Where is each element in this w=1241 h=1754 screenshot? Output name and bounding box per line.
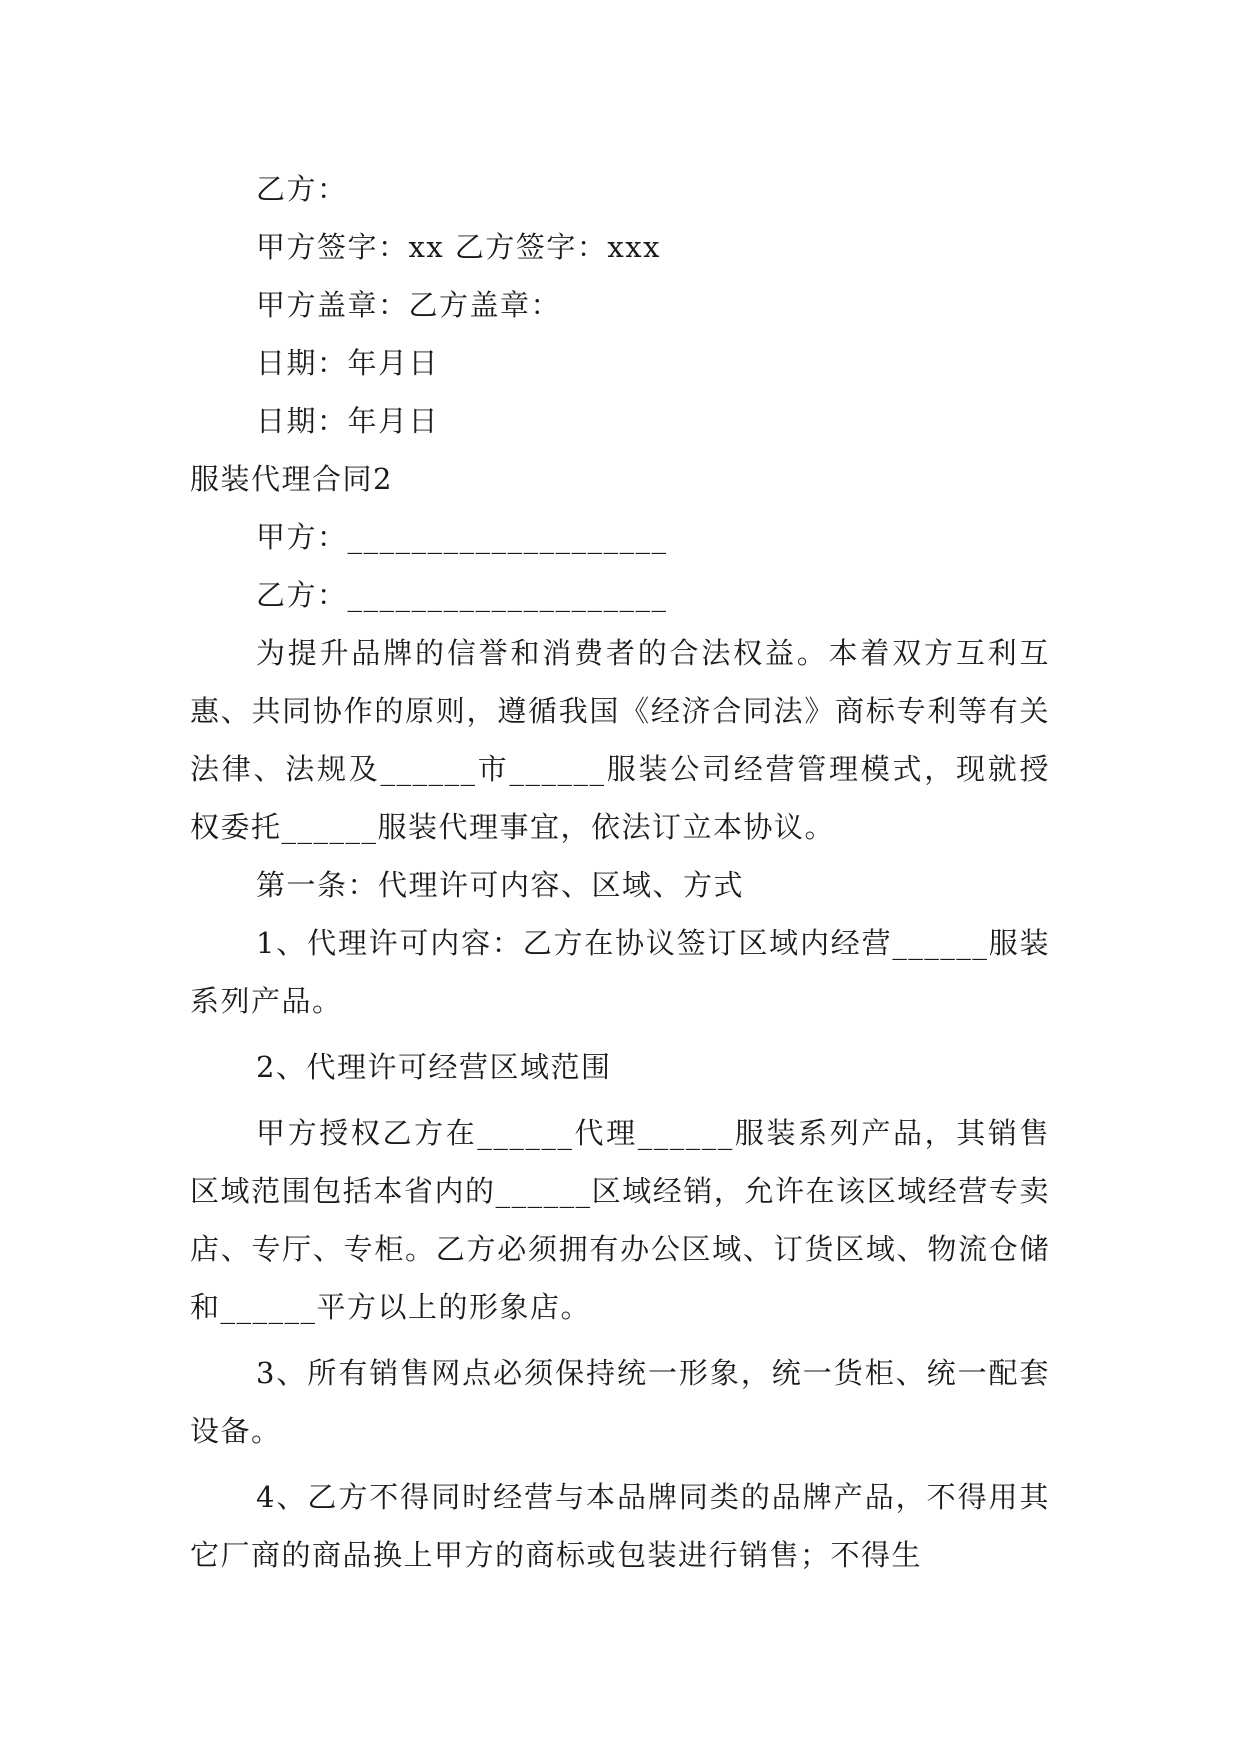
item-4-paragraph: 4、乙方不得同时经营与本品牌同类的品牌产品，不得用其它厂商的商品换上甲方的商标或包装进行销售；不得生	[190, 1480, 1050, 1572]
item-2-title: 2、代理许可经营区域范围	[256, 1050, 612, 1084]
seal-line: 甲方盖章：乙方盖章：	[256, 288, 562, 322]
party-b-field: 乙方：____________________	[256, 578, 668, 612]
preamble-paragraph: 为提升品牌的信誉和消费者的合法权益。本着双方互利互惠、共同协作的原则，遵循我国《经济合同法》商标专利等有关法律、法规及______市______服装公司经营管理模式，现就授权委托______服装代理事宜，依法订立本协议。	[190, 636, 1050, 844]
party-a-field: 甲方：____________________	[256, 520, 668, 554]
item-3-paragraph: 3、所有销售网点必须保持统一形象，统一货柜、统一配套设备。	[190, 1356, 1050, 1448]
signature-line: 甲方签字：xx 乙方签字：xxx	[256, 230, 661, 264]
item-1-paragraph: 1、代理许可内容：乙方在协议签订区域内经营______服装系列产品。	[190, 926, 1050, 1018]
item-2-paragraph: 甲方授权乙方在______代理______服装系列产品，其销售区域范围包括本省内的______区域经销，允许在该区域经营专卖店、专厅、专柜。乙方必须拥有办公区域、订货区域、物流仓储和______平方以上的形象店。	[190, 1116, 1050, 1324]
document-body	[190, 160, 1050, 1584]
party-b-line: 乙方：	[256, 172, 348, 206]
date-line-1: 日期：年月日	[256, 346, 440, 380]
date-line-2: 日期：年月日	[256, 404, 440, 438]
contract-title: 服装代理合同2	[190, 462, 393, 496]
article-1-title: 第一条：代理许可内容、区域、方式	[256, 868, 745, 902]
